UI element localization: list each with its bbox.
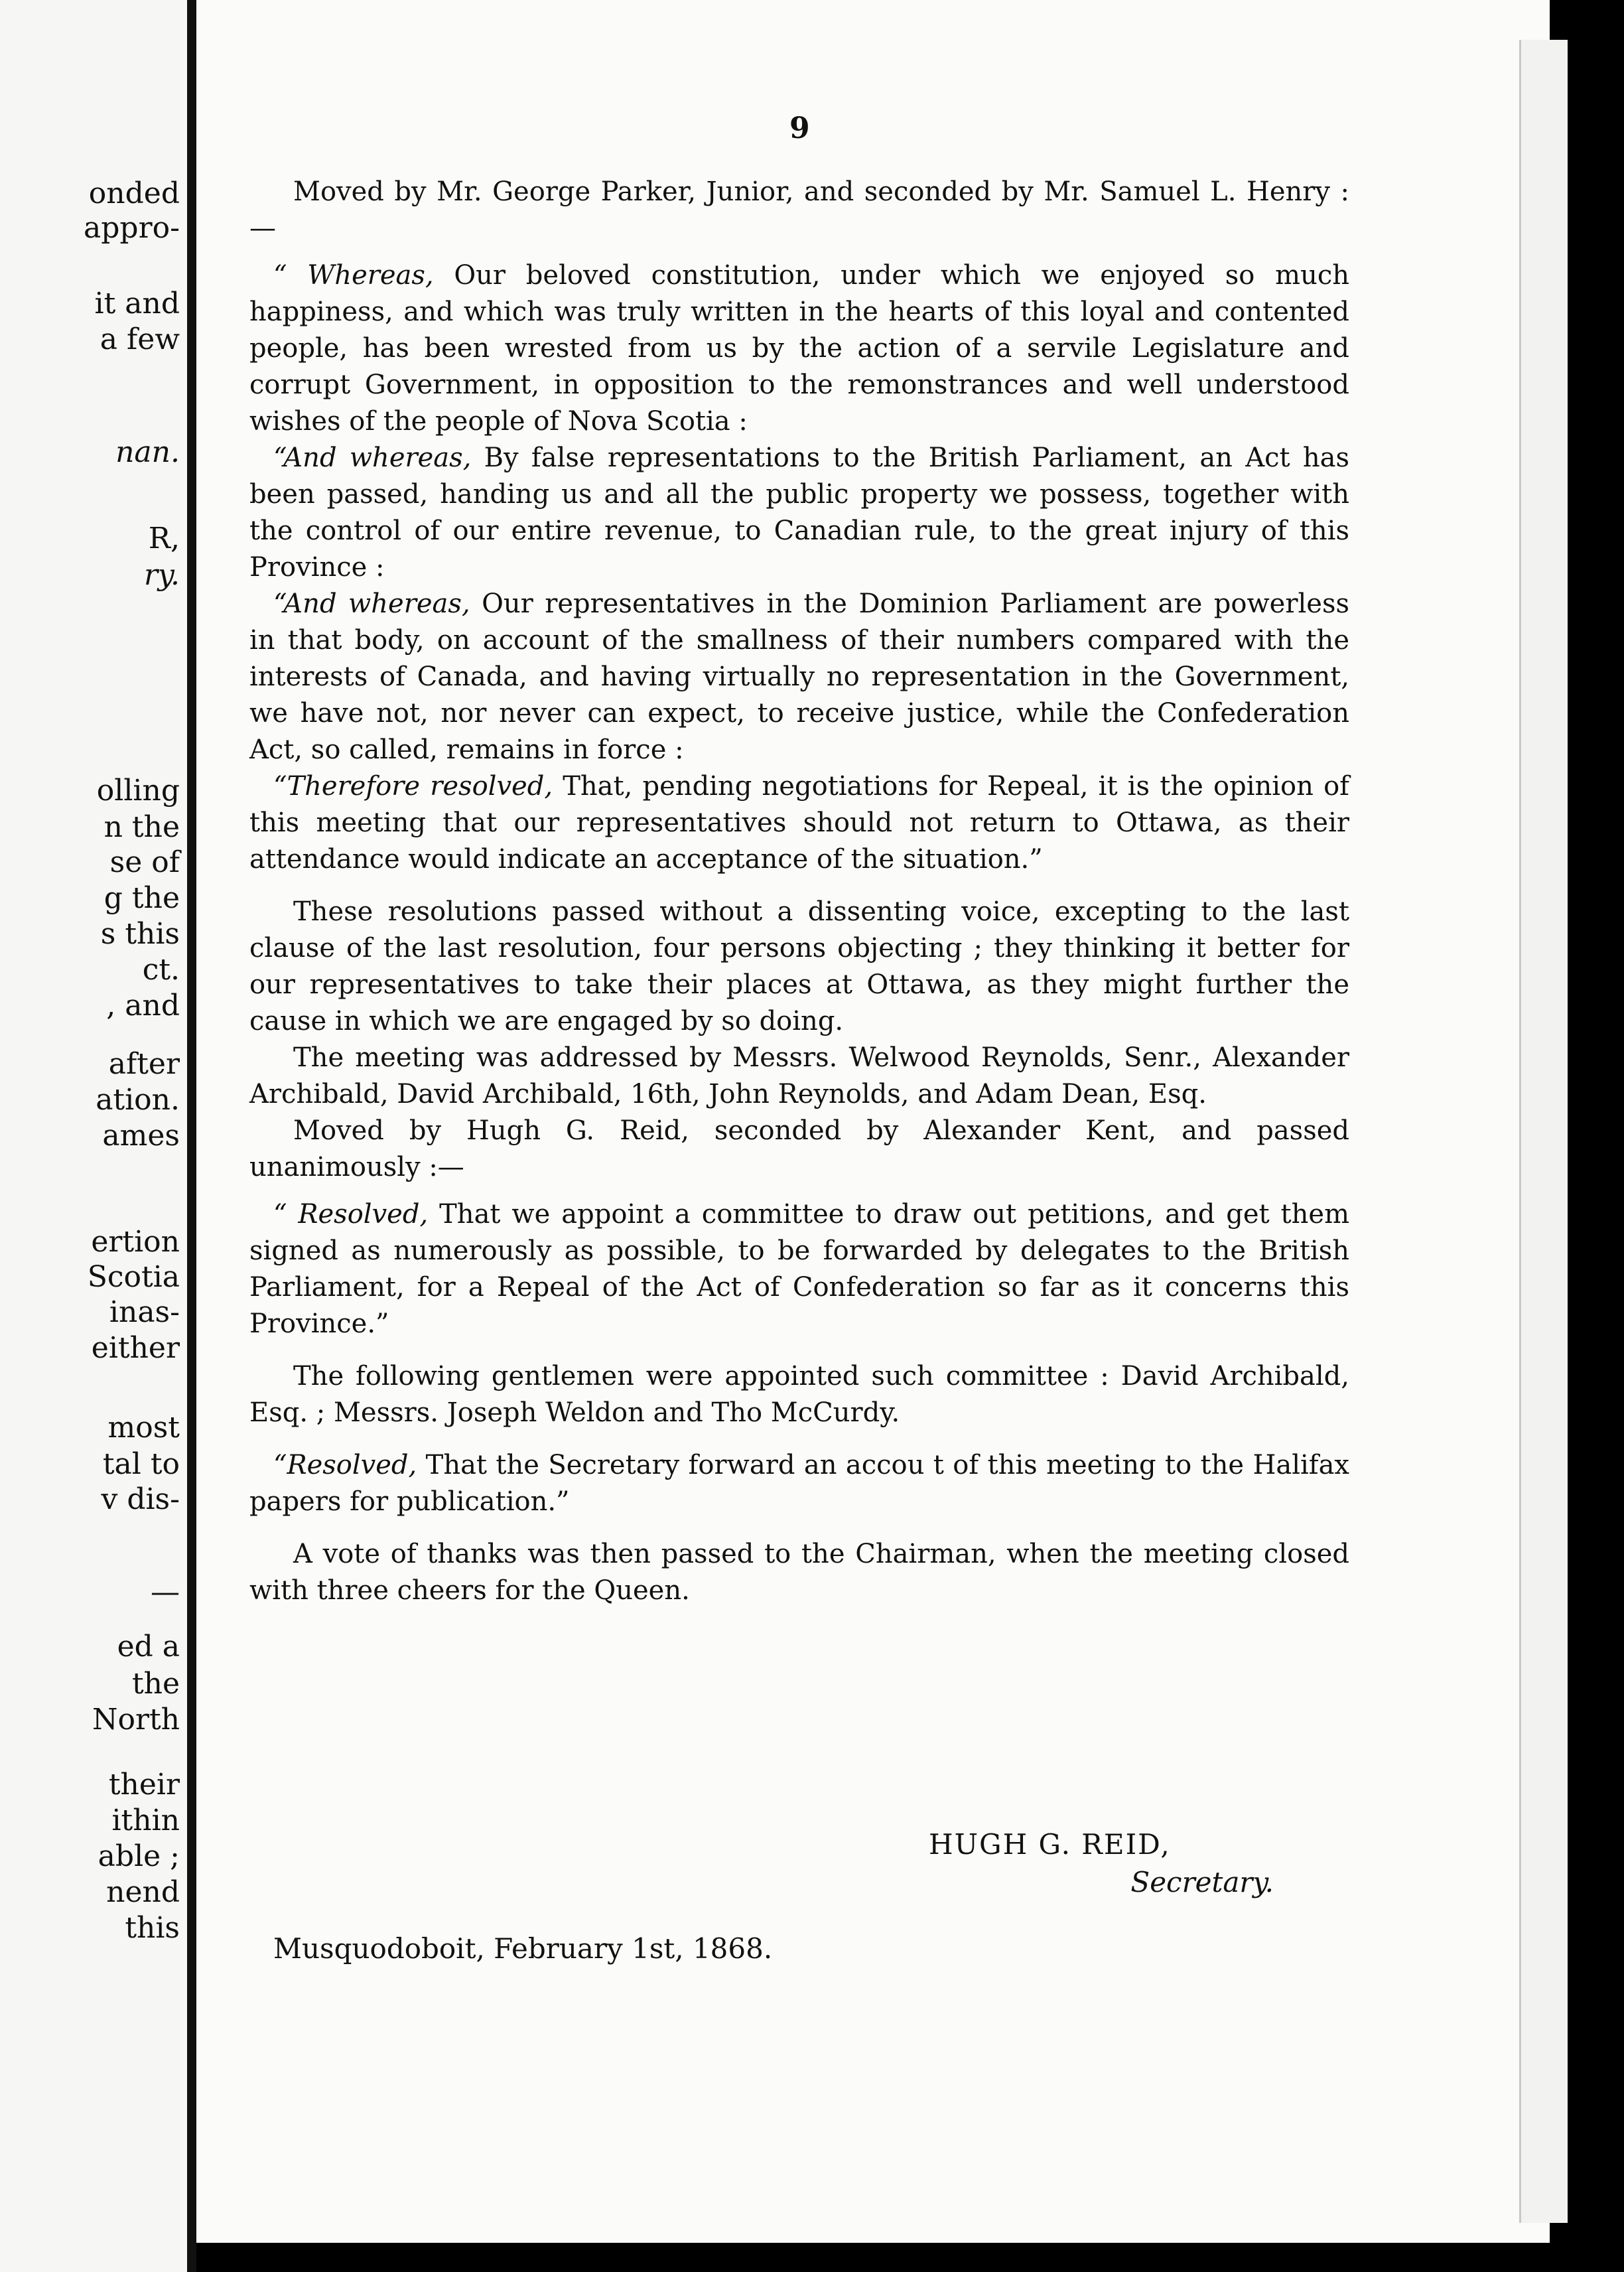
page-fore-edge [1519,40,1568,2223]
previous-page-line: n the [103,810,180,844]
paragraph-vote-of-thanks: A vote of thanks was then passed to the Chairman, when the meeting closed with three cheers for the Queen. [249,1539,1349,1606]
previous-page-line: ct. [142,953,180,987]
lead-resolved: “Resolved, [273,1450,417,1480]
paragraph-resolved-committee [249,1196,1349,1342]
previous-page-line: , and [106,989,180,1023]
previous-page-text [0,0,189,2272]
previous-page-line: — [151,1575,180,1609]
previous-page-line: their [108,1768,180,1802]
previous-page-line: R, [148,522,180,555]
paragraph-resolutions-passed: These resolutions passed without a dissenting voice, excepting to the last clause of the last resolution, four persons objecting ; they thinking it better for our representatives to take their places at Ottawa, as they might further the cause in which we are engaged by so doing. [249,896,1349,1036]
paragraph-text: That, pending negotiations for Repeal, it is the opinion of this meeting that our representatives should not return to Ottawa, as their attendance would indicate an acceptance of the situation.” [249,771,1349,875]
signatory-title: Secretary. [1130,1866,1274,1898]
lead-and-whereas: “And whereas, [273,589,470,619]
paragraph-motion-reid: Moved by Hugh G. Reid, seconded by Alexander Kent, and passed unanimously :— [249,1115,1349,1182]
previous-page-line: nan. [115,435,180,469]
previous-page-line: s this [100,917,180,951]
lead-whereas: “ Whereas, [273,260,434,291]
paragraph-whereas-act [249,440,1349,586]
previous-page-line: Scotia [87,1260,180,1294]
previous-page-line: either [91,1331,180,1365]
page-body [249,174,1349,1609]
previous-page-line: after [108,1047,180,1081]
place-and-date: Musquodoboit, February 1st, 1868. [273,1932,773,1965]
previous-page-line: onded [88,177,180,210]
previous-page-line: the [131,1667,180,1701]
paragraph-text: That we appoint a committee to draw out petitions, and get them signed as numerously as possible, to be forwarded by delegates to the British Parliament, for a Repeal of the Act of Confederation so far as it concerns this Province.” [249,1199,1349,1339]
paragraph-motion-parker: Moved by Mr. George Parker, Junior, and seconded by Mr. Samuel L. Henry :— [249,177,1349,244]
lead-therefore-resolved: “Therefore resolved, [273,771,553,802]
previous-page-line: se of [109,845,180,879]
previous-page-line: v dis- [101,1482,180,1516]
previous-page-line: tal to [102,1447,180,1481]
paragraph-resolved-secretary [249,1447,1349,1520]
previous-page-line: most [107,1411,180,1445]
previous-page-line: olling [96,774,180,808]
previous-page-line: inas- [109,1295,180,1329]
paragraph-text: Our representatives in the Dominion Parliament are powerless in that body, on account of the smallness of their numbers compared with the interests of Canada, and having virtually no representation in the Government, we have not, nor never can expect, to receive justice, while the Confederation Act, so called, remains in force : [249,589,1349,765]
paragraph-text: That the Secretary forward an accou t of this meeting to the Halifax papers for publication.” [249,1450,1349,1517]
previous-page-line: ertion [91,1225,180,1259]
paragraph-whereas-constitution [249,257,1349,440]
previous-page-line: ithin [111,1804,180,1837]
previous-page-edge [0,0,189,2272]
paragraph-whereas-representatives [249,586,1349,768]
signatory-name: HUGH G. REID, [929,1828,1171,1861]
page-gutter [187,0,196,2272]
previous-page-line: ed a [117,1630,180,1664]
previous-page-line: North [92,1703,180,1737]
previous-page-line: appro- [84,211,180,245]
previous-page-line: this [125,1911,180,1945]
paragraph-text: Our beloved constitution, under which we enjoyed so much happiness, and which was truly written in the hearts of this loyal and contented people, has been wrested from us by the action of a servile Legislature and corrupt Government, in opposition to the remonstrances and well understood wishes of the people of Nova Scotia : [249,260,1349,437]
previous-page-line: nend [106,1875,180,1909]
previous-page-line: it and [94,287,180,320]
previous-page-line: ry. [143,558,180,592]
page-number: 9 [789,111,810,145]
previous-page-line: g the [103,881,180,915]
previous-page-line: able ; [98,1839,180,1873]
previous-page-line: a few [100,322,180,356]
paragraph-text: By false representations to the British Parliament, an Act has been passed, handing us and all the public property we possess, together with the control of our entire revenue, to Canadian rule, to the great injury of this Province : [249,443,1349,583]
signature-block [929,1828,1274,1898]
previous-page-line: ation. [96,1083,180,1117]
paragraph-therefore-resolved [249,768,1349,878]
paragraph-committee-appointed: The following gentlemen were appointed such committee : David Archibald, Esq. ; Messrs. Joseph Weldon and Tho McCurdy. [249,1361,1349,1428]
previous-page-line: ames [102,1119,180,1153]
lead-resolved: “ Resolved, [273,1199,429,1230]
lead-and-whereas: “And whereas, [273,443,472,473]
paragraph-meeting-addressed: The meeting was addressed by Messrs. Welwood Reynolds, Senr., Alexander Archibald, David Archibald, 16th, John Reynolds, and Adam Dean, Esq. [249,1042,1349,1109]
